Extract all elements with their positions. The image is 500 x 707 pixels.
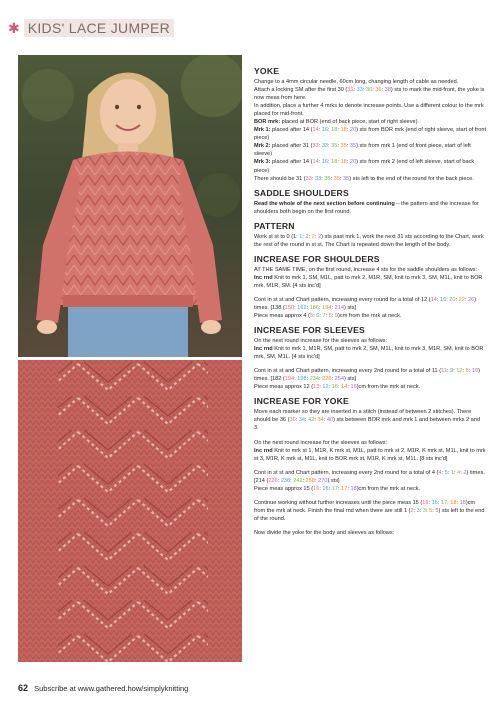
pattern-heading: PATTERN [254,220,295,231]
inc-yoke-p1: Move each marker so they are inserted in a stitch (instead of between 2 stitches). There should be 36 (36: 34: 42: 34: 40) sts between BOR mrk and mrk 1 and between mrks 2 and 3. [254,409,481,432]
yoke-mrk-1: Mrk 1: placed after 14 (14: 16: 18: 18: 20) sts from BOR mrk (end of right sleeve, start of front piece) [254,127,487,142]
yoke-p3: In addition, place a further 4 mrks to denote increase points. Use a different colour to the mrk placed for mid-front. [254,103,484,118]
inc-shoulders-rnd: Inc rnd Knit to mrk 1, SM, M1L, patt to mrk 2, M1R, SM, knit to mrk 3, SM, M1L, knit to BOR mrk, M1R, SM. [4 sts inc'd] [254,274,483,289]
saddle-heading: SADDLE SHOULDERS [254,187,349,198]
yoke-end: There should be 31 (33: 33: 35: 35: 35) sts left to the end of the round for the back piece. [254,175,474,182]
yoke-p2: Attach a locking SM after the first 30 (31: 33: 36: 36: 38) sts to mark the mid-front, the yoke is now meas from here. [254,87,485,102]
inc-yoke-p5: Continue working without further increases until the piece meas 15 (16: 16: 17: 18: 18)cm from the mrk at neck. Finish the final rnd when there are still 1 (2: 3: 3: 5: 5) sts left to the end of the round. [254,499,485,522]
inc-yoke-p4: Piece meas approx 15 (16: 16: 17: 17: 18)cm from the mrk at neck. [254,485,421,492]
photo-child-illustration [18,55,242,357]
saddle-text: Read the whole of the next section before continuing – the pattern and the increase for shoulders both begin on the first round. [254,200,479,215]
inc-yoke-p6: Now divide the yoke for the body and sleeves as follows: [254,529,395,536]
yoke-heading: YOKE [254,66,280,76]
yoke-mrk-2: Mrk 2: placed after 31 (33: 33: 35: 35: 35) sts from mrk 1 (end of front piece, start of left sleeve) [254,143,471,158]
footer-subscribe-text: Subscribe at www.gathered.how/simplyknitting [34,684,189,693]
inc-sleeves-p1: On the next round increase for the sleeves as follows: [254,338,388,345]
yoke-p1: Change to a 4mm circular needle, 60cm long, changing length of cable as needed. [254,79,459,85]
inc-shoulders-p2: Cont in st st and Chart pattern, increasing every round for a total of 12 (14: 16: 20: 22: 26) times. [138 (150: 162: 186: 194: 214) sts] [254,296,477,311]
yoke-bor-mrk: BOR mrk: placed at BOR (end of back piece, start of right sleeve) [254,119,418,126]
inc-yoke-p2: On the next round increase for the sleeves as follows: [254,439,388,446]
photo-lace-closeup [18,360,242,662]
inc-shoulders-heading: INCREASE FOR SHOULDERS [254,253,380,264]
inc-sleeves-p2: Cont in st st and Chart pattern, increasing every 2nd round for a total of 11 (11: 9: 12: 8: 10) times. [182 (194: 198: 234: 226: 254) sts] [254,368,480,383]
pattern-text: Work st st to 0 (1: 1: 2: 2: 2) sts past mrk 1, work the next 31 sts according to the Chart, work the rest of the round in st st. The Chart is repeated down the length of the body. [254,233,484,248]
pattern-instructions [254,66,486,537]
lace-texture-illustration [18,360,242,662]
yoke-mrk-3: Mrk 3: placed after 14 (14: 16: 18: 18: 20) sts from mrk 2 (end of left sleeve, start of back piece) [254,159,475,174]
inc-sleeves-heading: INCREASE FOR SLEEVES [254,325,365,336]
page-footer [18,683,188,693]
page-number: 62 [18,683,29,693]
page-section-title: KIDS' LACE JUMPER [24,19,174,37]
inc-yoke-heading: INCREASE FOR YOKE [254,396,349,407]
inc-yoke-p3: Cont in st st and Chart pattern, increasing every 2nd round for a total of 4 (4: 5: 1: 4: 2) times. [214 (226: 238: 242: 258: 270) sts] [254,469,485,484]
inc-shoulders-p1: AT THE SAME TIME, on the first round, increase 4 sts for the saddle shoulders as follows: [254,266,478,273]
photo-child-wearing-jumper [18,55,242,357]
inc-sleeves-p3: Piece meas approx 12 (13: 12: 16: 14: 16)cm from the mrk at neck. [254,384,421,391]
flower-icon: ✱ [8,20,20,36]
inc-yoke-rnd: Inc rnd Knit to mrk st 1, M1R, K mrk st, M1L, patt to mrk st 2, M1R, K mrk st, M1L, knit to mrk st 3, M1R, K mrk st, M1L, knit to BOR mrk st, M1R, K mrk st, M1L. [8 sts inc'd] [254,447,486,462]
inc-sleeves-rnd: Inc rnd Knit to mrk 1, M1R, SM, patt to mrk 2, SM, M1L, knit to mrk 3, M1R, SM, knit to BOR mrk, SM, M1L. [4 sts inc'd] [254,346,484,361]
inc-shoulders-p3: Piece meas approx 4 (5: 6: 7: 8: 9)cm from the mrk at neck. [254,313,402,320]
page-header [8,18,174,38]
